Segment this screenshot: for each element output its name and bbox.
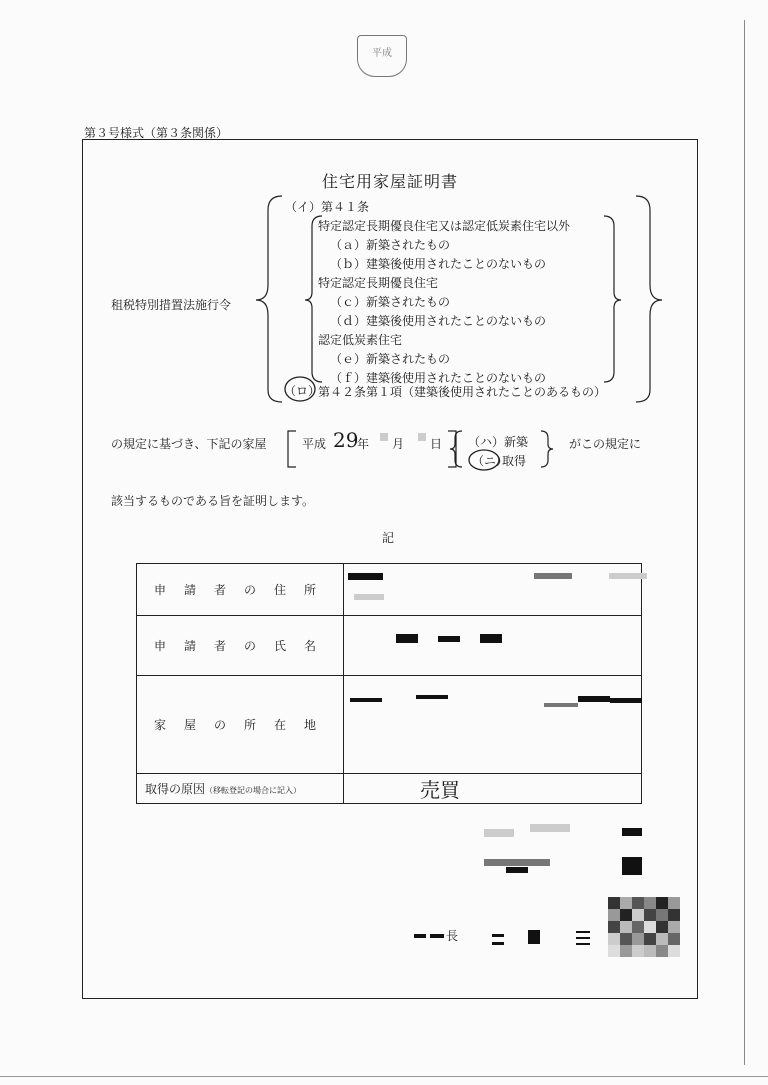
option-b: （ｂ）建築後使用されたことのないもの bbox=[330, 257, 547, 271]
option-i-sub1-header: 特定認定長期優良住宅又は認定低炭素住宅以外 bbox=[318, 219, 571, 233]
date-year-handwritten: 29 bbox=[333, 428, 359, 452]
redacted-chief-3 bbox=[492, 934, 504, 937]
option-a: （ａ）新築されたもの bbox=[330, 238, 451, 252]
redacted-issuer-6 bbox=[622, 857, 642, 875]
option-i-sub3-header: 認定低炭素住宅 bbox=[318, 333, 403, 347]
cause-label: 取得の原因 bbox=[145, 782, 206, 796]
option-i-sub2-header: 特定認定長期優良住宅 bbox=[318, 276, 439, 290]
address-row bbox=[137, 564, 642, 616]
option-e: （ｅ）新築されたもの bbox=[330, 352, 451, 366]
option-ro: 第４２条第１項（建築後使用されたことのあるもの） bbox=[318, 385, 607, 399]
sentence-prefix: の規定に基づき、下記の家屋 bbox=[111, 437, 267, 451]
redacted-month bbox=[380, 433, 388, 441]
redacted-location-1 bbox=[350, 698, 382, 702]
cause-note: （移転登記の場合に記入） bbox=[205, 786, 302, 795]
redacted-address-1 bbox=[348, 573, 383, 580]
redacted-issuer-3 bbox=[622, 828, 642, 836]
redacted-chief-6 bbox=[576, 931, 590, 933]
redacted-location-4 bbox=[578, 696, 610, 702]
redacted-location-3 bbox=[544, 703, 578, 707]
name-value bbox=[344, 616, 642, 676]
sentence-line2: 該当するものである旨を証明します。 bbox=[111, 494, 315, 508]
redacted-chief-4 bbox=[492, 942, 504, 945]
redacted-address-3 bbox=[534, 573, 572, 579]
redacted-issuer-5 bbox=[506, 867, 528, 873]
inner-left-brace bbox=[305, 216, 322, 382]
date-bracket-left bbox=[288, 431, 296, 467]
location-label: 家屋の所在地 bbox=[137, 676, 344, 774]
date-era: 平成 bbox=[302, 437, 327, 451]
redacted-day bbox=[418, 433, 426, 441]
header-stamp: 平成 bbox=[357, 35, 407, 77]
option-f: （ｆ）建築後使用されたことのないもの bbox=[330, 371, 547, 385]
redacted-chief-7 bbox=[576, 937, 590, 939]
option-ni-mark: （ニ） bbox=[472, 454, 509, 468]
inner-right-brace bbox=[604, 216, 621, 382]
cause-value-cell bbox=[344, 774, 642, 804]
cause-value-handwritten: 売買 bbox=[420, 778, 460, 802]
hani-brace-right bbox=[541, 431, 553, 467]
official-seal-pixelated bbox=[600, 893, 686, 959]
redacted-address-4 bbox=[609, 573, 647, 579]
address-value bbox=[344, 564, 642, 616]
redacted-location-5 bbox=[610, 698, 642, 703]
date-day-unit: 日 bbox=[430, 437, 443, 451]
redacted-issuer-4 bbox=[484, 859, 550, 866]
redacted-chief-5 bbox=[528, 930, 540, 944]
redacted-chief-2 bbox=[430, 934, 444, 938]
date-month-unit: 月 bbox=[392, 437, 405, 451]
location-value bbox=[344, 676, 642, 774]
chief-suffix: 長 bbox=[446, 929, 459, 943]
option-d: （ｄ）建築後使用されたことのないもの bbox=[330, 314, 547, 328]
location-row bbox=[137, 676, 642, 774]
option-ni: 取得 bbox=[502, 454, 527, 468]
name-label: 申請者の氏名 bbox=[137, 616, 344, 676]
certificate-table bbox=[136, 563, 642, 804]
option-i: （イ）第４１条 bbox=[285, 200, 370, 214]
option-ha: （ハ）新築 bbox=[468, 435, 529, 449]
option-ro-mark: （ロ） bbox=[284, 384, 321, 398]
redacted-chief-1 bbox=[414, 934, 426, 938]
redacted-address-2 bbox=[354, 594, 384, 600]
sentence-suffix: がこの規定に bbox=[569, 437, 642, 451]
redacted-chief-8 bbox=[576, 943, 590, 945]
redacted-name-3 bbox=[480, 634, 502, 643]
name-row bbox=[137, 616, 642, 676]
law-name: 租税特別措置法施行令 bbox=[111, 298, 232, 312]
left-big-brace bbox=[256, 196, 282, 402]
redacted-issuer-2 bbox=[530, 824, 570, 832]
page-title: 住宅用家屋証明書 bbox=[322, 172, 459, 191]
cause-label-cell bbox=[137, 774, 344, 804]
form-number: 第３号様式（第３条関係） bbox=[84, 126, 229, 140]
cause-row bbox=[137, 774, 642, 804]
date-year-unit: 年 bbox=[357, 437, 370, 451]
redacted-name-1 bbox=[396, 634, 418, 643]
redacted-issuer-1 bbox=[484, 829, 514, 837]
address-label: 申請者の住所 bbox=[137, 564, 344, 616]
right-big-brace bbox=[636, 196, 662, 402]
redacted-location-2 bbox=[416, 695, 448, 699]
option-c: （ｃ）新築されたもの bbox=[330, 295, 451, 309]
ki-label: 記 bbox=[382, 531, 395, 545]
redacted-name-2 bbox=[438, 636, 460, 642]
